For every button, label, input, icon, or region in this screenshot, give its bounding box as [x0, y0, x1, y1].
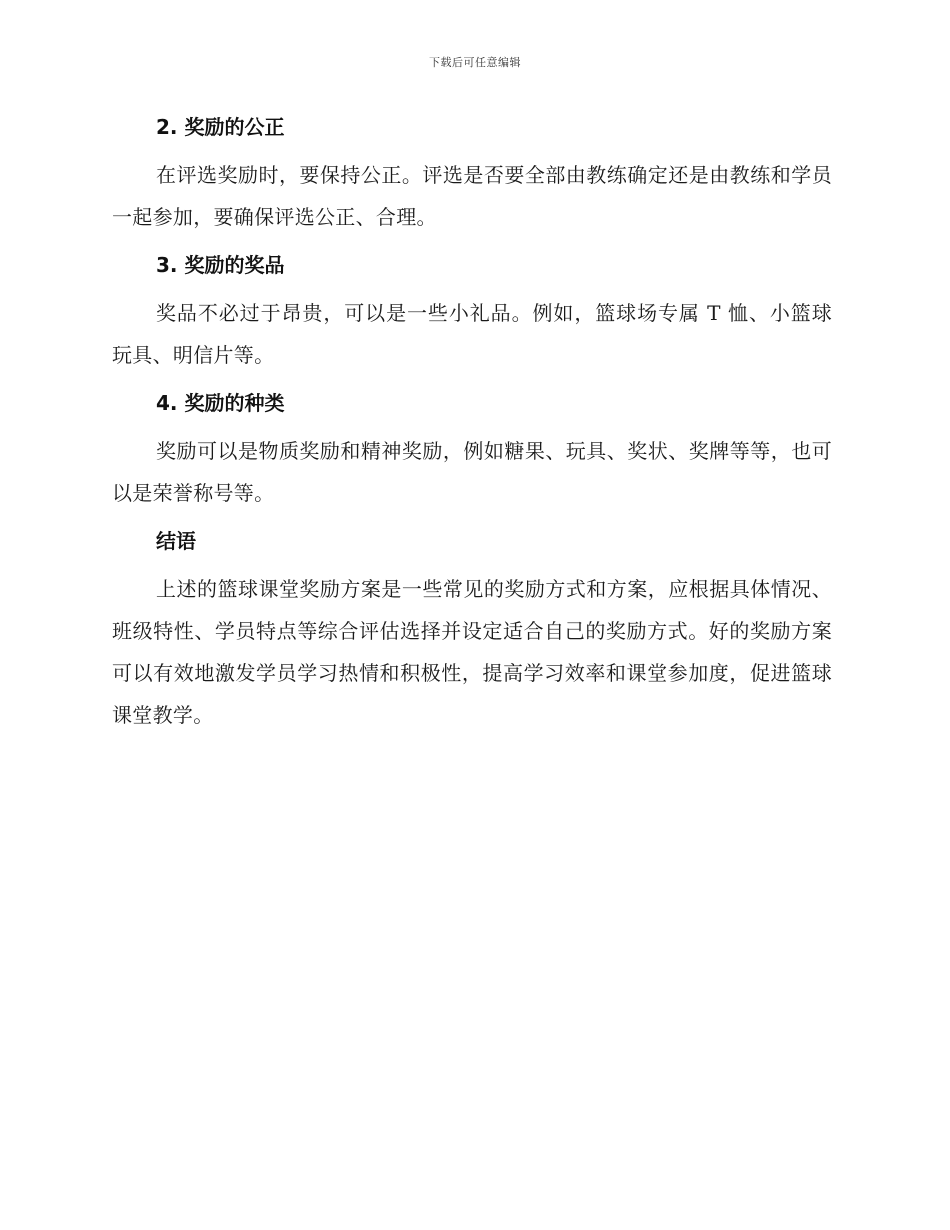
- document-body: [112, 110, 832, 746]
- section-heading-fairness: 2. 奖励的公正: [156, 115, 285, 139]
- section-paragraph-prizes: 奖品不必过于昂贵，可以是一些小礼品。例如，篮球场专属 T 恤、小篮球玩具、明信片等。: [112, 301, 832, 367]
- header-note: 下载后可任意编辑: [429, 56, 521, 69]
- section-heading-conclusion: 结语: [156, 529, 196, 553]
- section-paragraph-conclusion: 上述的篮球课堂奖励方案是一些常见的奖励方式和方案，应根据具体情况、班级特性、学员特点等综合评估选择并设定适合自己的奖励方式。好的奖励方案可以有效地激发学员学习热情和积极性，提高学习效率和课堂参加度，促进篮球课堂教学。: [112, 577, 832, 727]
- section-heading-prizes: 3. 奖励的奖品: [156, 253, 285, 277]
- section-paragraph-types: 奖励可以是物质奖励和精神奖励，例如糖果、玩具、奖状、奖牌等等，也可以是荣誉称号等。: [112, 439, 832, 505]
- section-heading-types: 4. 奖励的种类: [156, 391, 285, 415]
- section-paragraph-fairness: 在评选奖励时，要保持公正。评选是否要全部由教练确定还是由教练和学员一起参加，要确保评选公正、合理。: [112, 163, 832, 229]
